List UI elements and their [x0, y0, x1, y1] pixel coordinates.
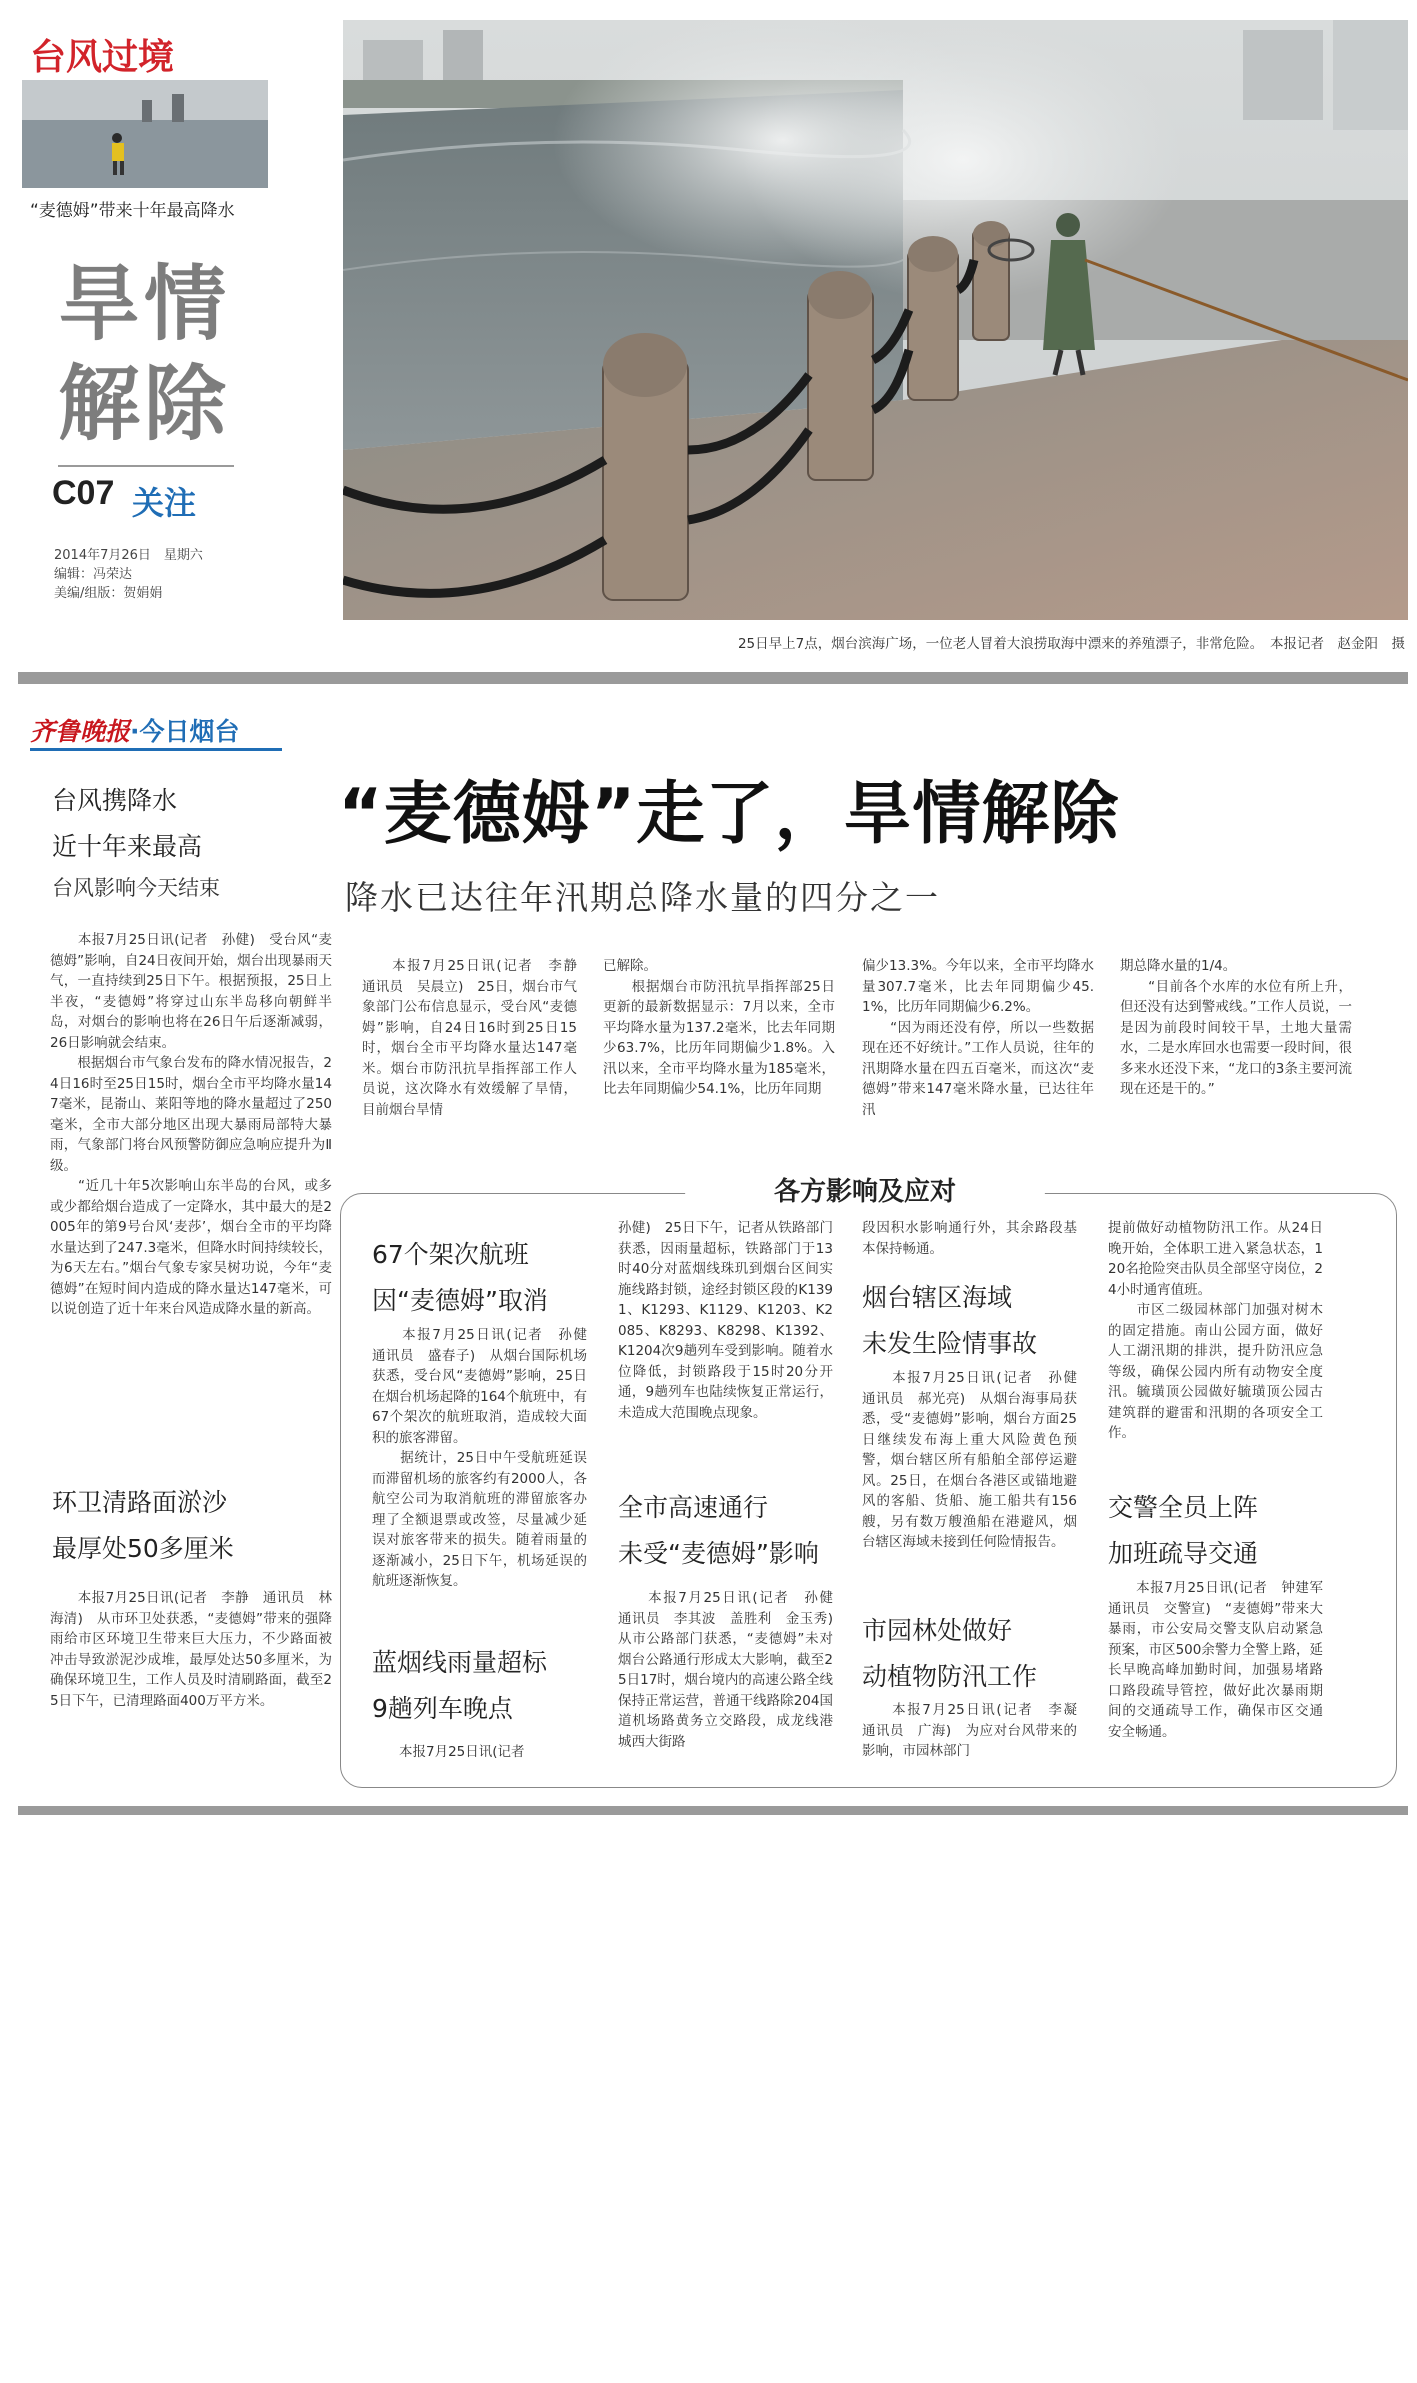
side-story1-subhead: 台风影响今天结束: [52, 876, 220, 900]
box-story5-head: [862, 1608, 1082, 1700]
side-story1-body: 本报7月25日讯(记者 孙健) 受台风“麦德姆”影响，自24日夜间开始，烟台出现暴雨天气，一直持续到25日下午。根据预报，25日上半夜，“麦德姆”将穿过山东半岛移向朝鲜半岛，对烟台的影响也将在26日午后逐渐减弱，26日影响就会结束。 根据烟台市气象台发布的降水情况报告，24日16时至25日15时，烟台全市平均降水量147毫米，昆嵛山、莱阳等地的降水量超过了250毫米，全市大部分地区出现大暴雨局部特大暴雨，气象部门将台风预警防御应急响应提升为Ⅱ级。 “近几十年5次影响山东半岛的台风，或多或少都给烟台造成了一定降水，其中最大的是2005年的第9号台风‘麦莎’，烟台全市的平均降水量达到了247.3毫米，但降水时间持续较长，为6天左右。”烟台气象专家吴树功说，今年“麦德姆”在短时间内造成的降水量达147毫米，可以说创造了近十年来台风造成降水量的新高。: [50, 932, 332, 1317]
masthead-rule: [30, 748, 282, 751]
main-photo[interactable]: [343, 20, 1408, 620]
side-story1-head1: 台风携降水: [52, 786, 178, 815]
box-story3-head: [618, 1485, 843, 1577]
box-story6-body: 本报7月25日讯(记者 钟建军 通讯员 交警宣) “麦德姆”带来大暴雨，市公安局交警支队启动紧急预案，市区500余警力全警上路，延长早晚高峰加勤时间，加强易堵路口路段疏导管控，做好此次暴雨期间的交通疏导工作，确保市区交通安全畅通。: [1108, 1580, 1337, 1740]
box-story3-head2: 未受“麦德姆”影响: [618, 1539, 819, 1568]
box-story2-body-a: 本报7月25日讯(记者: [372, 1744, 525, 1760]
box-story1-body: 本报7月25日讯(记者 孙健 通讯员 盛春子) 从烟台国际机场获悉，受台风“麦德姆”影响，25日在烟台机场起降的164个航班中，有67个架次的航班取消，造成较大面积的旅客滞留。 据统计，25日中午受航班延误而滞留机场的旅客约有2000人，各航空公司为取消航班的滞留旅客办理了全额退票或改签，尽量减少延误对旅客带来的损失。随着雨量的逐渐减小，25日下午，机场延误的航班逐渐恢复。: [372, 1327, 587, 1589]
side-story2-body: 本报7月25日讯(记者 李静 通讯员 林海清) 从市环卫处获悉，“麦德姆”带来的强降雨给市区环境卫生带来巨大压力，不少路面被冲击导致淤泥沙成堆，最厚处达50多厘米，为确保环境卫生，工作人员及时清刷路面，截至25日下午，已清理路面400万平方米。: [50, 1590, 332, 1709]
side-story2-head1: 环卫清路面淤沙: [52, 1488, 228, 1517]
box-story6-head2: 加班疏导交通: [1108, 1539, 1259, 1568]
box-story2-head: [372, 1640, 592, 1732]
box-story5-head1: 市园林处做好: [862, 1616, 1013, 1645]
box-story3-body: 本报7月25日讯(记者 孙健 通讯员 李其波 盖胜利 金玉秀) 从市公路部门获悉，“麦德姆”未对烟台公路通行形成太大影响，截至25日17时，烟台境内的高速公路全线保持正常运营，普通干线路除204国道机场路黄务立交路段，成龙线港城西大街路: [618, 1590, 847, 1750]
side-story1-head: [52, 778, 302, 870]
side-story1-head2: 近十年来最高: [52, 832, 203, 861]
page-feature-title: [58, 255, 230, 455]
masthead-paper: 齐鲁晚报: [30, 717, 131, 746]
thumbnail-caption: “麦德姆”带来十年最高降水: [30, 201, 235, 221]
box-story5-body-cont: 提前做好动植物防汛工作。从24日晚开始，全体职工进入紧急状态，120名抢险突击队员全部坚守岗位，24小时通宵值班。 市区二级园林部门加强对树木的固定措施。南山公园方面，做好人工湖汛期的排洪，提升防汛应急等级，确保公园内所有动物安全度汛。毓璜顶公园做好毓璜顶公园古建筑群的避雷和汛期的各项安全工作。: [1108, 1220, 1323, 1441]
lead-headline: “麦德姆”走了，旱情解除: [338, 775, 1120, 854]
box-story6-head1: 交警全员上阵: [1108, 1493, 1259, 1522]
lead-col3: 偏少13.3%。今年以来，全市平均降水量307.7毫米，比去年同期偏少45.1%，比历年同期偏少6.2%。 “因为雨还没有停，所以一些数据现在还不好统计。”工作人员说，往年的汛期降水量在四五百毫米，而这次“麦德姆”带来147毫米降水量，已达往年汛: [862, 958, 1094, 1118]
masthead: [30, 712, 240, 748]
lead-col2: 已解除。 根据烟台市防汛抗旱指挥部25日更新的最新数据显示：7月以来，全市平均降水量为137.2毫米，比去年同期少63.7%，比历年同期偏少1.8%。入汛以来，全市平均降水量为185毫米，比去年同期偏少54.1%，比历年同期: [603, 958, 835, 1097]
box-story4-head: [862, 1275, 1082, 1367]
side-story2-head: [52, 1480, 312, 1572]
lead-subhead: 降水已达往年汛期总降水量的四分之一: [345, 878, 940, 917]
box-story1-head1: 67个架次航班: [372, 1240, 529, 1269]
lead-col4: 期总降水量的1/4。 “目前各个水库的水位有所上升，但还没有达到警戒线。”工作人员说，一是因为前段时间较干旱，土地大量需水，二是水库回水也需要一段时间，很多来水还没下来，“龙口的3条主要河流现在还是干的。”: [1120, 958, 1352, 1097]
masthead-edition: 今日烟台: [139, 717, 240, 746]
box-story2-head2: 9趟列车晚点: [372, 1694, 513, 1723]
box-story6-head: [1108, 1485, 1328, 1577]
bottom-separator: [18, 1806, 1408, 1815]
issue-date: 2014年7月26日 星期六: [54, 548, 203, 563]
masthead-dot: ·: [130, 717, 140, 746]
issue-info: [54, 546, 203, 603]
feature-title-line2: 解除: [58, 357, 231, 452]
title-divider: [58, 465, 234, 467]
box-story1-head2: 因“麦德姆”取消: [372, 1286, 548, 1315]
thumbnail-scene: [22, 80, 268, 188]
main-photo-scene: [343, 20, 1408, 620]
box-story4-head1: 烟台辖区海域: [862, 1283, 1013, 1312]
page-code: C07: [52, 474, 115, 512]
thumbnail-photo[interactable]: [22, 80, 268, 188]
box-story3-head1: 全市高速通行: [618, 1493, 769, 1522]
photo-caption: 25日早上7点，烟台滨海广场，一位老人冒着大浪捞取海中漂来的养殖漂子，非常危险。 本报记者 赵金阳 摄: [737, 636, 1405, 652]
editor-credit: 编辑：冯荣达: [54, 567, 133, 582]
feature-title-line1: 旱情: [58, 257, 231, 352]
box-story4-head2: 未发生险情事故: [862, 1329, 1038, 1358]
side-story2-head2: 最厚处50多厘米: [52, 1534, 234, 1563]
box-story5-body: 本报7月25日讯(记者 李凝 通讯员 广海) 为应对台风带来的影响，市园林部门: [862, 1702, 1091, 1759]
thumbnail-tag: 台风过境: [30, 36, 230, 80]
section-name: 关注: [132, 484, 197, 522]
box-story3-body-cont: 段因积水影响通行外，其余路段基本保持畅通。: [862, 1220, 1077, 1257]
box-story5-head2: 动植物防汛工作: [862, 1662, 1038, 1691]
box-story1-head: [372, 1232, 592, 1324]
box-story2-head1: 蓝烟线雨量超标: [372, 1648, 548, 1677]
box-story4-body: 本报7月25日讯(记者 孙健 通讯员 郝光亮) 从烟台海事局获悉，受“麦德姆”影响，烟台方面25日继续发布海上重大风险黄色预警，烟台辖区所有船舶全部停运避风。25日，在烟台各港区或锚地避风的客船、货船、施工船共有156艘，另有数万艘渔船在港避风，烟台辖区海域未接到任何险情报告。: [862, 1370, 1091, 1550]
box-story2-body-b: 孙健) 25日下午，记者从铁路部门获悉，因雨量超标，铁路部门于13时40分对蓝烟线珠玑到烟台区间实施线路封锁，途经封锁区段的K1391、K1293、K1129、K1203、K2085、K8293、K8298、K1392、K1204次9趟列车受到影响。随着水位降低，封锁路段于15时20分开通，9趟列车也陆续恢复正常运行，未造成大范围晚点现象。: [618, 1220, 833, 1421]
lead-col1: 本报7月25日讯(记者 李静 通讯员 吴晨立) 25日，烟台市气象部门公布信息显示，受台风“麦德姆”影响，自24日16时到25日15时，烟台全市平均降水量达147毫米。烟台市防汛抗旱指挥部工作人员说，这次降水有效缓解了旱情，目前烟台旱情: [362, 958, 591, 1118]
top-separator: [18, 672, 1408, 684]
response-box-title: 各方影响及应对: [685, 1174, 1045, 1210]
designer-credit: 美编/组版：贺娟娟: [54, 586, 163, 601]
